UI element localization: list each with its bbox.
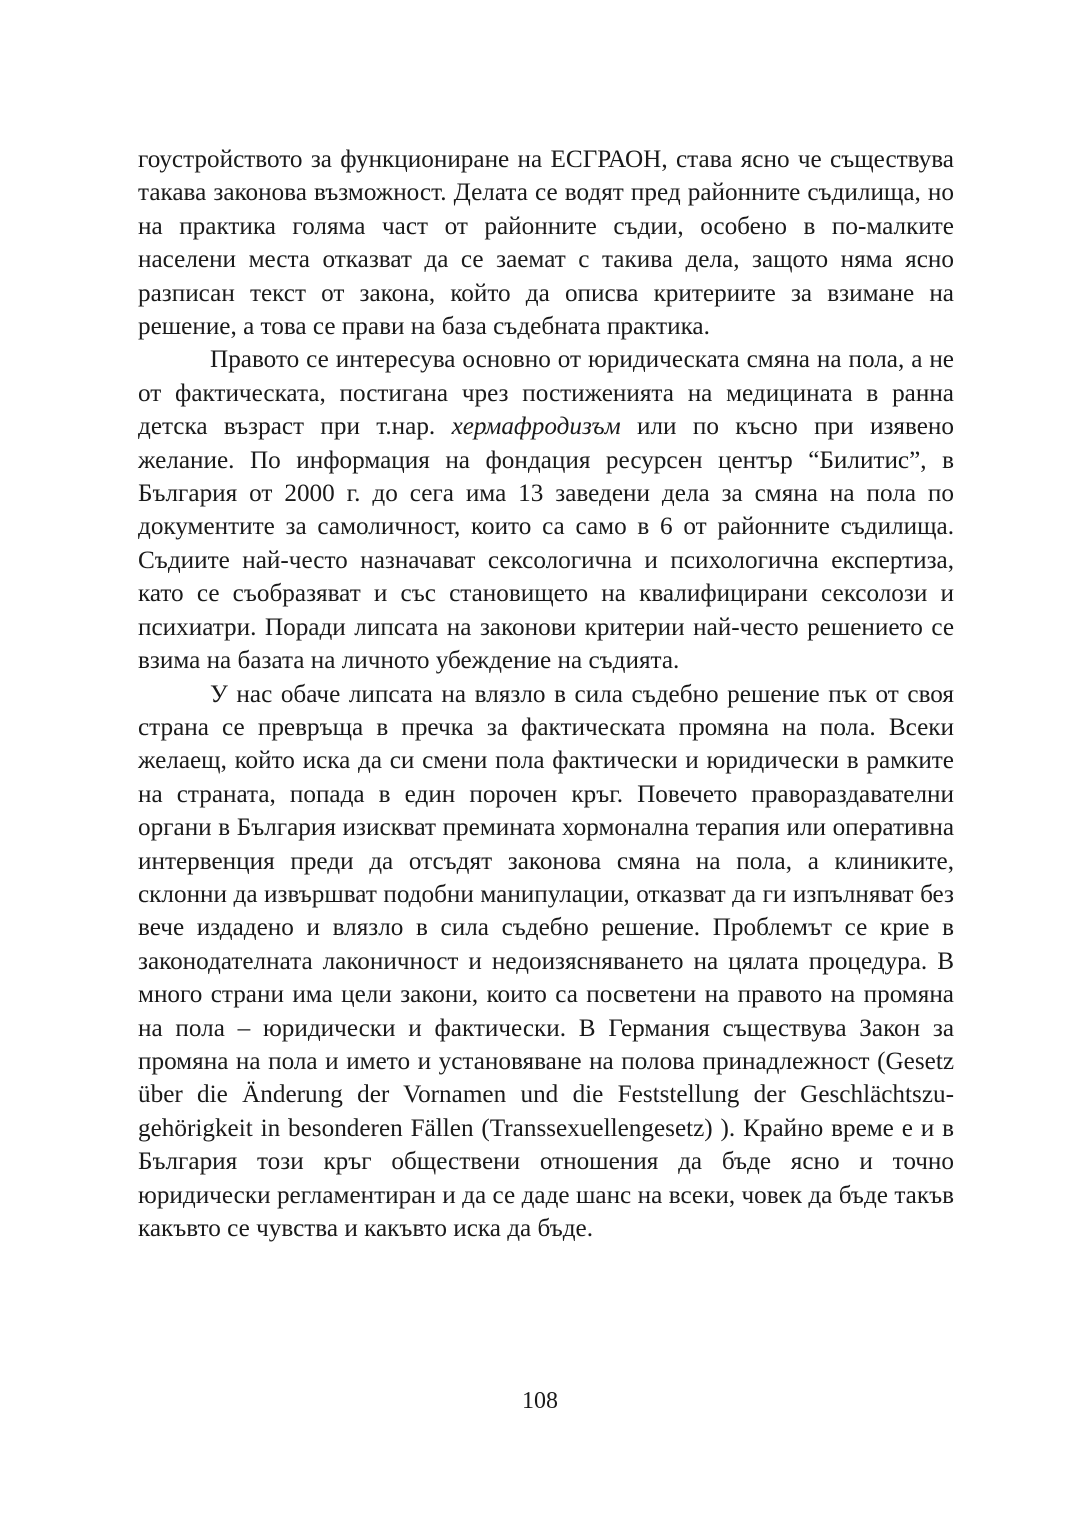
paragraph-1: гоустройството за функциониране на ЕСГРАОН, става ясно че съществува такава законова възможност. Делата се водят пред районните съдилища, но на практика голяма част от районните съдии, особено в по-малките населени места отказват да се заемат с такива дела, защото няма ясно разписан текст от закона, който да описва критериите за взимане на решение, а това се прави на база съдебната практика. [138, 146, 954, 341]
page-number: 108 [522, 1388, 558, 1414]
paragraph-3: У нас обаче липсата на влязло в сила съдебно решение пък от своя страна се превръща в пречка за фактическата промяна на пола. Всеки желаещ, който иска да си смени пола фактически и юридически в рамките на страната, попада в един порочен кръг. Повечето правораздавателни органи в България изискват преминатa хормонална терапия или оперативна интервенция преди да отсъдят законова смяна на пола, а клиниките, склонни да извършват подобни манипулации, отказват да ги изпълняват без вече издадено и влязло в сила съдебно решение. Проблемът се крие в законодателната лаконичност и недоизясняването на цялата процедура. В много страни има цели закони, които са посветени на правото на промяна на пола – юридически и фактически. В Германия съществува Закон за промяна на пола и името и установяване на полова принадлежност (Gesetz über die Änderung der Vornamen und die Feststellung der Geschlächtszugehörigkeit in besonderen Fällen (Transsexuellengesetz) ). Крайно време е и в България този кръг обществени отношения да бъде ясно и точно юридически регламентиран и да се даде шанс на всеки, човек да бъде такъв какъвто се чувства и какъвто иска да бъде. [138, 680, 954, 1242]
italic-term: хермафродизъм [451, 413, 621, 441]
paragraph-2-text-end: или по късно при изявено желание. По информация на фондация ресурсен център “Билитис”, в България от 2000 г. до сега има 13 заведени дела за смяна на пола по документите за самоличност, които са само в 6 от районните съдилища. Съдиите най-често назначават сексологична и психологична експертиза, като се съобразяват и със становището на квалифицирани сексолози и психиатри. Поради липсата на законови критерии най-често решението се взима на базата на личното убеждение на съдията. [138, 413, 954, 675]
body-text [138, 143, 954, 1245]
paragraph-2 [138, 343, 954, 677]
paragraph-2-text-start: Правото се интересува основно от юридическата смяна на пола, а не от фактическата, постигана чрез постиженията на медицината в ранна детска възраст при т.нар. [138, 346, 954, 441]
